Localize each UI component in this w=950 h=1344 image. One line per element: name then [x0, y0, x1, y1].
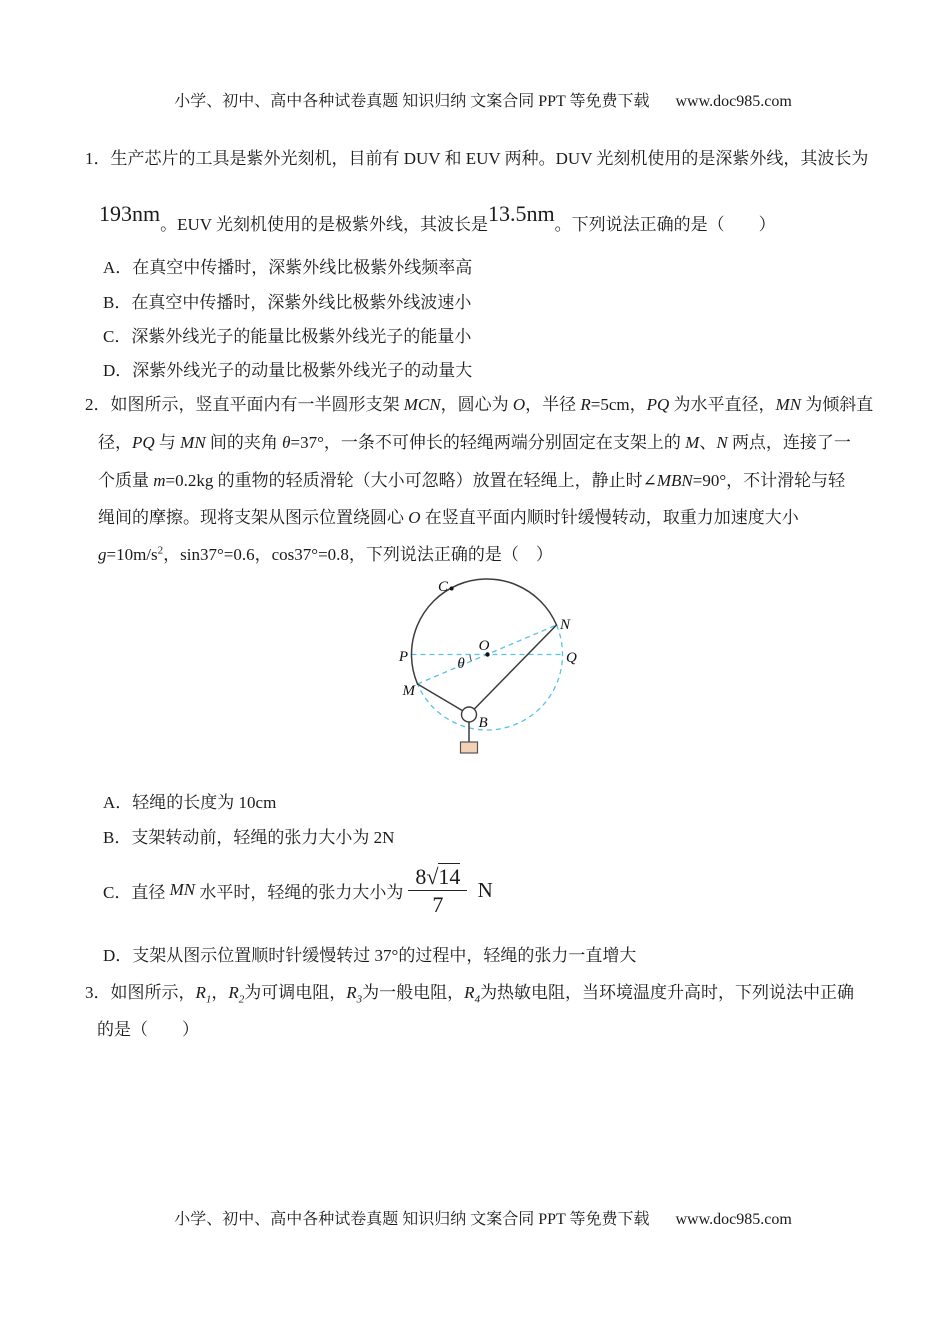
text-segment: 绳间的摩擦。现将支架从图示位置绕圆心 — [98, 508, 409, 527]
text-segment: C．深紫外线光子的能量比极紫外线光子的能量小 — [103, 327, 472, 346]
text-segment: B．支架转动前，轻绳的张力大小为 2N — [103, 828, 395, 847]
text-segment: C．直径 — [103, 882, 170, 902]
text-segment: A．在真空中传播时，深紫外线比极紫外线频率高 — [103, 258, 473, 277]
q2-option-a — [103, 792, 276, 813]
header-url-link[interactable]: www.doc985.com — [675, 93, 792, 110]
q1-line-2 — [99, 201, 776, 237]
text-segment: 2 — [157, 544, 164, 557]
q2-line-3 — [98, 470, 845, 491]
text-segment: 2．如图所示，竖直平面内有一半圆形支架 — [85, 395, 404, 414]
text-segment: 、 — [699, 433, 717, 452]
text-segment: 为水平直径， — [669, 395, 776, 414]
label-b: B — [478, 715, 488, 731]
text-segment: ，半径 — [525, 395, 581, 414]
fraction: 8√ 14 7 — [408, 863, 467, 918]
support-circle-diagram — [350, 565, 650, 765]
text-segment: O — [408, 508, 421, 527]
text-segment: A．轻绳的长度为 10cm — [103, 793, 277, 812]
text-segment: 1．生产芯片的工具是紫外光刻机，目前有 DUV 和 EUV 两种。DUV 光刻机使用的是深紫外线，其波长为 — [85, 149, 869, 168]
text-segment: 193nm — [99, 201, 161, 226]
text-segment: N — [716, 433, 728, 452]
text-segment: R — [195, 983, 206, 1002]
text-segment: 。下列说法正确的是（ ） — [554, 215, 776, 234]
rope-mb-line — [418, 684, 470, 715]
q2-line-1 — [85, 394, 873, 415]
q2-line-5 — [98, 544, 553, 565]
text-segment: R — [580, 395, 591, 414]
text-segment: O — [512, 395, 526, 414]
text-segment: N — [472, 877, 493, 902]
text-segment: 为可调电阻， — [244, 983, 347, 1002]
label-theta: θ — [457, 656, 465, 672]
footer-text: 小学、初中、高中各种试卷真题 知识归纳 文案合同 PPT 等免费下载 — [174, 1211, 650, 1228]
text-segment: 为一般电阻， — [362, 983, 465, 1002]
label-n: N — [560, 617, 571, 633]
q2-option-c — [103, 858, 493, 922]
header-text: 小学、初中、高中各种试卷真题 知识归纳 文案合同 PPT 等免费下载 — [174, 93, 650, 110]
text-segment: ，sin37°=0.6，cos37°=0.8，下列说法正确的是（ ） — [163, 545, 553, 564]
text-segment: 的是（ ） — [97, 1020, 199, 1039]
label-m: M — [402, 683, 415, 699]
label-p: P — [398, 649, 408, 665]
text-segment: =0.2kg 的重物的轻质滑轮（大小可忽略）放置在轻绳上，静止时∠ — [165, 471, 657, 490]
weight-block — [461, 742, 478, 753]
q2-line-2 — [98, 432, 851, 453]
angle-theta-arc — [470, 655, 471, 662]
text-segment: ，圆心为 — [440, 395, 513, 414]
text-segment: 1 — [205, 993, 212, 1006]
footer-url-link[interactable]: www.doc985.com — [675, 1211, 792, 1228]
label-o: O — [478, 638, 490, 654]
text-segment: θ — [282, 433, 291, 452]
text-segment: 在竖直平面内顺时针缓慢转动，取重力加速度大小 — [420, 508, 799, 527]
text-segment: R — [228, 983, 239, 1002]
text-segment: 径， — [98, 433, 132, 452]
text-segment: M — [685, 433, 700, 452]
pulley-circle — [462, 707, 477, 722]
text-segment: R — [464, 983, 475, 1002]
text-segment: MCN — [403, 395, 441, 414]
text-segment: 为倾斜直 — [801, 395, 874, 414]
text-segment: =90°，不计滑轮与轻 — [692, 471, 846, 490]
text-segment: 水平时，轻绳的张力大小为 — [195, 882, 404, 902]
q3-line-1 — [85, 982, 854, 1007]
text-segment: 间的夹角 — [205, 433, 283, 452]
text-segment: 4 — [474, 993, 481, 1006]
q1-option-a — [103, 257, 472, 278]
text-segment: D．支架从图示位置顺时针缓慢转过 37°的过程中，轻绳的张力一直增大 — [103, 946, 637, 965]
text-segment: ， — [211, 983, 229, 1002]
text-segment: PQ — [646, 395, 670, 414]
text-segment: =10m/s — [106, 545, 158, 564]
q1-option-b — [103, 292, 471, 313]
q3-line-2 — [97, 1019, 199, 1040]
text-segment: MBN — [656, 471, 693, 490]
text-segment: 两点，连接了一 — [727, 433, 851, 452]
text-segment: 13.5nm — [488, 201, 555, 226]
q2-option-d — [103, 945, 636, 966]
text-segment: R — [346, 983, 357, 1002]
q1-option-d — [103, 360, 472, 381]
text-segment: MN — [180, 433, 206, 452]
page-header — [0, 70, 950, 129]
text-segment: MN — [775, 395, 802, 414]
text-segment: 与 — [154, 433, 181, 452]
text-segment: PQ — [132, 433, 155, 452]
q1-line-1 — [85, 148, 868, 169]
text-segment: 3 — [356, 993, 363, 1006]
text-segment: D．深紫外线光子的动量比极紫外线光子的动量大 — [103, 361, 473, 380]
text-segment: m — [153, 471, 166, 490]
text-segment: g — [98, 545, 107, 564]
support-solid-arc — [411, 579, 556, 684]
text-segment: =5cm， — [590, 395, 647, 414]
text-segment: 个质量 — [98, 471, 154, 490]
q1-option-c — [103, 326, 471, 347]
text-segment: 。EUV 光刻机使用的是极紫外线，其波长是 — [160, 215, 489, 234]
text-segment: 3．如图所示， — [85, 983, 196, 1002]
text-segment: MN — [169, 880, 196, 899]
q2-line-4 — [98, 507, 799, 528]
text-segment: B．在真空中传播时，深紫外线比极紫外线波速小 — [103, 293, 472, 312]
q2-option-b — [103, 827, 394, 848]
point-c-dot — [450, 587, 454, 591]
text-segment: =37°，一条不可伸长的轻绳两端分别固定在支架上的 — [290, 433, 686, 452]
page-footer — [0, 1188, 950, 1247]
label-q: Q — [566, 650, 577, 666]
text-segment: 2 — [238, 993, 245, 1006]
text-segment: 为热敏电阻，当环境温度升高时，下列说法中正确 — [480, 983, 855, 1002]
label-c: C — [437, 579, 449, 595]
